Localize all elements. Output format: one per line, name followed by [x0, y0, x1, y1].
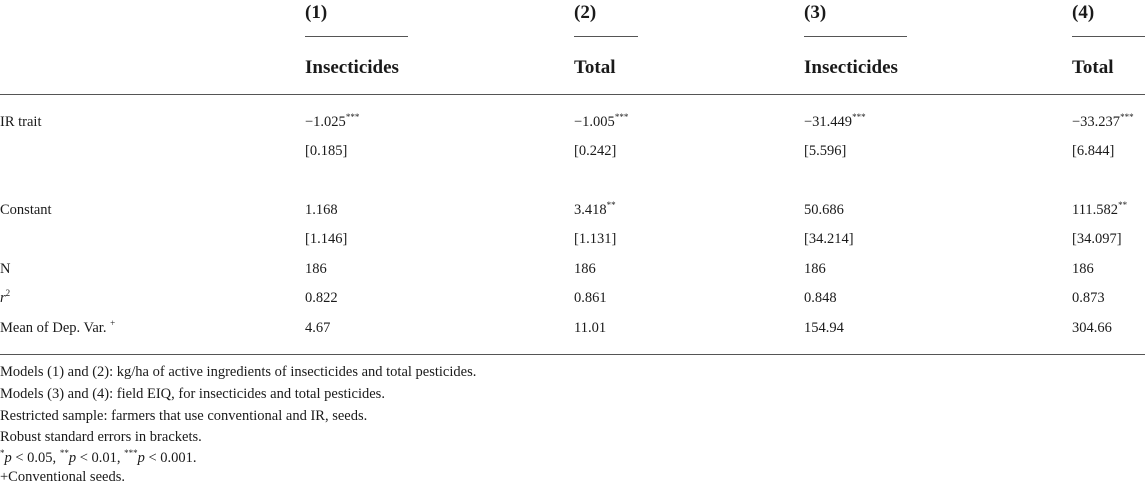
- footnote-conventional-seeds: +Conventional seeds.: [0, 469, 125, 485]
- n-value-4: 186: [1072, 261, 1094, 277]
- ir-trait-se-2: [0.242]: [574, 143, 617, 159]
- col4-underline: [1072, 36, 1145, 37]
- row-label-n: N: [0, 261, 11, 277]
- mean-dep-value-4: 304.66: [1072, 320, 1112, 336]
- mean-dep-value-1: 4.67: [305, 320, 331, 336]
- col1-underline: [305, 36, 408, 37]
- row-label-ir-trait: IR trait: [0, 114, 42, 130]
- r2-value-2: 0.861: [574, 290, 607, 306]
- col2-label: Total: [574, 57, 616, 78]
- col3-number: (3): [804, 2, 827, 23]
- row-label-constant: Constant: [0, 202, 52, 218]
- footnote-restricted-sample: Restricted sample: farmers that use conventional and IR, seeds.: [0, 408, 368, 424]
- ir-trait-coef-3: −31.449***: [804, 112, 866, 130]
- mean-dep-value-2: 11.01: [574, 320, 607, 336]
- constant-coef-1: 1.168: [305, 202, 338, 218]
- col2-number: (2): [574, 2, 597, 23]
- ir-trait-coef-2: −1.005***: [574, 112, 629, 130]
- footnote-models-1-2: Models (1) and (2): kg/ha of active ingredients of insecticides and total pesticides.: [0, 364, 477, 380]
- col4-number: (4): [1072, 2, 1095, 23]
- col3-label: Insecticides: [804, 57, 898, 78]
- col2-underline: [574, 36, 638, 37]
- col1-number: (1): [305, 2, 328, 23]
- constant-coef-2: 3.418**: [574, 200, 616, 218]
- row-label-mean-dep-var: Mean of Dep. Var. +: [0, 318, 116, 336]
- ir-trait-se-4: [6.844]: [1072, 143, 1115, 159]
- n-value-3: 186: [804, 261, 826, 277]
- footnote-robust-se: Robust standard errors in brackets.: [0, 429, 202, 445]
- constant-coef-4: 111.582**: [1072, 200, 1128, 218]
- bottom-rule: [0, 354, 1145, 355]
- col4-label: Total: [1072, 57, 1114, 78]
- ir-trait-se-1: [0.185]: [305, 143, 348, 159]
- ir-trait-se-3: [5.596]: [804, 143, 847, 159]
- r2-value-4: 0.873: [1072, 290, 1105, 306]
- r2-value-3: 0.848: [804, 290, 837, 306]
- col3-underline: [804, 36, 907, 37]
- ir-trait-coef-4: −33.237***: [1072, 112, 1134, 130]
- n-value-1: 186: [305, 261, 327, 277]
- constant-se-2: [1.131]: [574, 231, 617, 247]
- constant-se-4: [34.097]: [1072, 231, 1122, 247]
- ir-trait-coef-1: −1.025***: [305, 112, 360, 130]
- n-value-2: 186: [574, 261, 596, 277]
- constant-se-3: [34.214]: [804, 231, 854, 247]
- col1-label: Insecticides: [305, 57, 399, 78]
- footnote-significance: *p < 0.05, **p < 0.01, ***p < 0.001.: [0, 448, 197, 466]
- mean-dep-value-3: 154.94: [804, 320, 844, 336]
- constant-coef-3: 50.686: [804, 202, 844, 218]
- constant-se-1: [1.146]: [305, 231, 348, 247]
- row-label-r2: $r^2$: [0, 288, 11, 306]
- footnote-models-3-4: Models (3) and (4): field EIQ, for insecticides and total pesticides.: [0, 386, 385, 402]
- header-rule: [0, 94, 1145, 95]
- r2-value-1: 0.822: [305, 290, 338, 306]
